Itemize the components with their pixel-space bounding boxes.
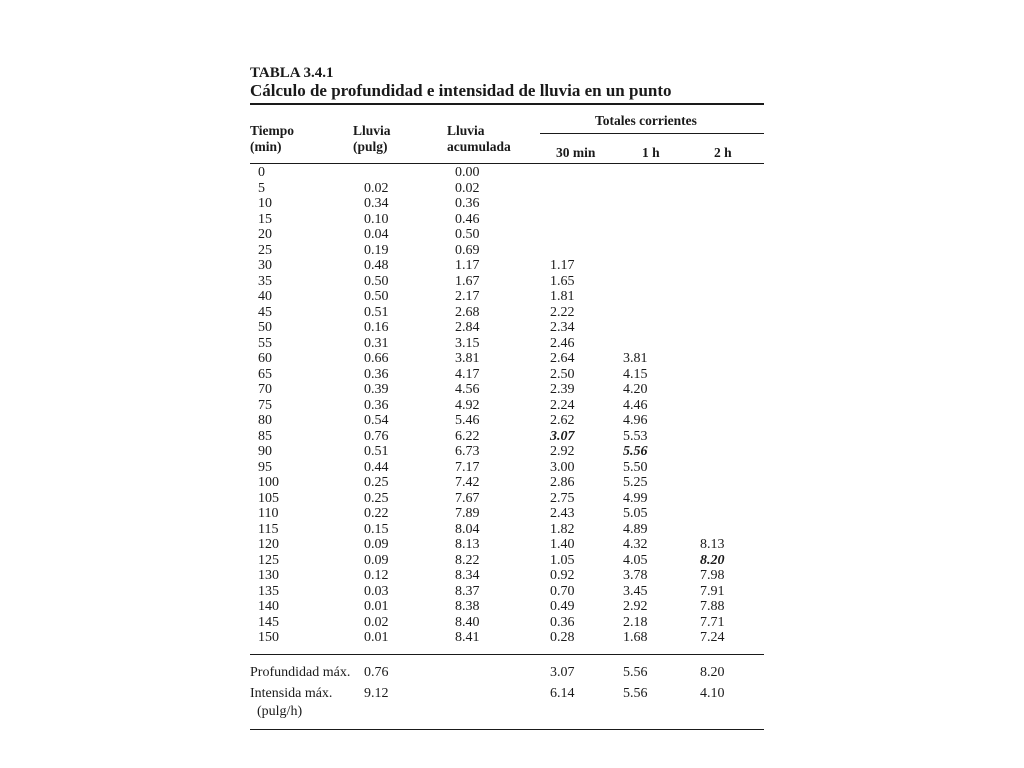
header-2h: 2 h xyxy=(714,145,732,160)
cell-30min: 1.05 xyxy=(550,552,575,568)
cell-time: 90 xyxy=(258,444,272,459)
cell-rain: 0.36 xyxy=(364,366,389,382)
cell-1h: 4.99 xyxy=(623,490,648,506)
cell-cumulative: 6.22 xyxy=(455,428,480,444)
cell-rain: 0.50 xyxy=(364,273,389,289)
header-1h: 1 h xyxy=(642,145,660,160)
cell-cumulative: 1.17 xyxy=(455,258,480,273)
cell-cumulative: 0.00 xyxy=(455,165,480,180)
max-intensity-label: Intensida máx. xyxy=(250,686,333,701)
cell-1h: 5.25 xyxy=(623,475,648,490)
cell-1h: 4.89 xyxy=(623,521,648,537)
cell-cumulative: 8.41 xyxy=(455,630,480,645)
cell-time: 135 xyxy=(258,583,279,599)
max-intensity-unit: (pulg/h) xyxy=(257,704,303,719)
cell-2h: 7.98 xyxy=(700,568,725,583)
table-label: TABLA 3.4.1 xyxy=(250,65,334,81)
cell-1h: 2.18 xyxy=(623,614,648,630)
cell-time: 70 xyxy=(258,382,272,397)
header-bottom-rule xyxy=(250,163,764,164)
cell-rain: 0.76 xyxy=(364,428,389,444)
cell-time: 80 xyxy=(258,413,272,428)
cell-rain: 0.04 xyxy=(364,227,389,242)
cell-cumulative: 4.17 xyxy=(455,366,480,382)
cell-30min: 2.50 xyxy=(550,366,575,382)
cell-time: 130 xyxy=(258,568,279,583)
table-title: Cálculo de profundidad e intensidad de lluvia en un punto xyxy=(250,81,672,100)
cell-30min: 0.28 xyxy=(550,630,575,645)
top-rule xyxy=(250,103,764,105)
cell-cumulative: 4.92 xyxy=(455,397,480,413)
max-depth-rain: 0.76 xyxy=(364,665,389,680)
cell-time: 15 xyxy=(258,211,272,227)
cell-cumulative: 8.40 xyxy=(455,614,480,630)
cell-30min: 1.65 xyxy=(550,273,575,289)
cell-2h: 8.13 xyxy=(700,537,725,552)
cell-30min: 0.36 xyxy=(550,614,575,630)
cell-time: 125 xyxy=(258,552,279,568)
cell-cumulative: 0.02 xyxy=(455,180,480,196)
cell-rain: 0.34 xyxy=(364,196,389,211)
cell-1h: 3.78 xyxy=(623,568,648,583)
cell-rain: 0.09 xyxy=(364,537,389,552)
cell-cumulative: 0.36 xyxy=(455,196,480,211)
cell-cumulative: 4.56 xyxy=(455,382,480,397)
cell-cumulative: 8.13 xyxy=(455,537,480,552)
cell-time: 100 xyxy=(258,475,279,490)
cell-time: 35 xyxy=(258,273,272,289)
cell-time: 115 xyxy=(258,521,279,537)
cell-cumulative: 8.22 xyxy=(455,552,480,568)
cell-1h: 5.05 xyxy=(623,506,648,521)
cell-rain: 0.02 xyxy=(364,614,389,630)
cell-time: 5 xyxy=(258,180,265,196)
cell-cumulative: 0.69 xyxy=(455,242,480,258)
cell-time: 65 xyxy=(258,366,272,382)
cell-rain: 0.51 xyxy=(364,444,389,459)
cell-time: 105 xyxy=(258,490,279,506)
cell-time: 30 xyxy=(258,258,272,273)
cell-1h: 5.53 xyxy=(623,428,648,444)
cell-rain: 0.48 xyxy=(364,258,389,273)
cell-rain: 0.01 xyxy=(364,630,389,645)
max-depth-label: Profundidad máx. xyxy=(250,665,351,680)
cell-30min: 2.75 xyxy=(550,490,575,506)
cell-rain: 0.01 xyxy=(364,599,389,614)
cell-cumulative: 7.67 xyxy=(455,490,480,506)
cell-cumulative: 2.84 xyxy=(455,320,480,335)
cell-rain: 0.36 xyxy=(364,397,389,413)
cell-time: 110 xyxy=(258,506,279,521)
header-rain-line1: Lluvia xyxy=(353,123,391,138)
max-intensity-1h: 5.56 xyxy=(623,686,648,701)
cell-cumulative: 0.46 xyxy=(455,211,480,227)
cell-cumulative: 3.15 xyxy=(455,335,480,351)
cell-cumulative: 8.34 xyxy=(455,568,480,583)
cell-30min: 1.40 xyxy=(550,537,575,552)
cell-30min: 2.64 xyxy=(550,351,575,366)
cell-30min: 3.00 xyxy=(550,459,575,475)
cell-time: 150 xyxy=(258,630,279,645)
cell-1h: 3.45 xyxy=(623,583,648,599)
cell-1h: 2.92 xyxy=(623,599,648,614)
cell-1h: 4.32 xyxy=(623,537,648,552)
header-rain-line2: (pulg) xyxy=(353,139,388,154)
cell-rain: 0.09 xyxy=(364,552,389,568)
cell-30min: 0.92 xyxy=(550,568,575,583)
cell-2h: 7.88 xyxy=(700,599,725,614)
cell-rain: 0.10 xyxy=(364,211,389,227)
cell-cumulative: 7.89 xyxy=(455,506,480,521)
cell-time: 40 xyxy=(258,289,272,304)
cell-cumulative: 3.81 xyxy=(455,351,480,366)
cell-time: 20 xyxy=(258,227,272,242)
cell-rain: 0.25 xyxy=(364,490,389,506)
cell-cumulative: 1.67 xyxy=(455,273,480,289)
cell-time: 60 xyxy=(258,351,272,366)
cell-rain: 0.19 xyxy=(364,242,389,258)
cell-cumulative: 2.68 xyxy=(455,304,480,320)
cell-cumulative: 5.46 xyxy=(455,413,480,428)
cell-30min: 1.81 xyxy=(550,289,575,304)
cell-rain: 0.12 xyxy=(364,568,389,583)
cell-rain: 0.03 xyxy=(364,583,389,599)
cell-rain: 0.66 xyxy=(364,351,389,366)
max-intensity-30min: 6.14 xyxy=(550,686,575,701)
cell-time: 75 xyxy=(258,397,272,413)
max-intensity-2h: 4.10 xyxy=(700,686,725,701)
cell-rain: 0.39 xyxy=(364,382,389,397)
cell-30min: 2.86 xyxy=(550,475,575,490)
cell-rain: 0.02 xyxy=(364,180,389,196)
cell-30min: 2.92 xyxy=(550,444,575,459)
cell-30min: 2.24 xyxy=(550,397,575,413)
header-30min: 30 min xyxy=(556,145,596,160)
cell-time: 140 xyxy=(258,599,279,614)
cell-time: 120 xyxy=(258,537,279,552)
header-running-totals: Totales corrientes xyxy=(595,113,697,128)
cell-rain: 0.16 xyxy=(364,320,389,335)
cell-30min: 2.43 xyxy=(550,506,575,521)
cell-1h: 5.56 xyxy=(623,444,648,459)
cell-cumulative: 8.38 xyxy=(455,599,480,614)
cell-30min: 0.49 xyxy=(550,599,575,614)
cell-rain: 0.51 xyxy=(364,304,389,320)
cell-time: 10 xyxy=(258,196,272,211)
cell-rain: 0.22 xyxy=(364,506,389,521)
cell-time: 50 xyxy=(258,320,272,335)
max-depth-30min: 3.07 xyxy=(550,665,575,680)
cell-rain: 0.25 xyxy=(364,475,389,490)
cell-30min: 2.46 xyxy=(550,335,575,351)
max-depth-1h: 5.56 xyxy=(623,665,648,680)
cell-1h: 4.46 xyxy=(623,397,648,413)
cell-cumulative: 7.42 xyxy=(455,475,480,490)
cell-30min: 2.62 xyxy=(550,413,575,428)
cell-rain: 0.54 xyxy=(364,413,389,428)
summary-top-rule xyxy=(250,654,764,655)
cell-1h: 4.15 xyxy=(623,366,648,382)
cell-30min: 2.39 xyxy=(550,382,575,397)
cell-cumulative: 8.37 xyxy=(455,583,480,599)
cell-cumulative: 8.04 xyxy=(455,521,480,537)
cell-time: 25 xyxy=(258,242,272,258)
cell-30min: 1.82 xyxy=(550,521,575,537)
cell-2h: 7.24 xyxy=(700,630,725,645)
cell-rain: 0.31 xyxy=(364,335,389,351)
cell-time: 55 xyxy=(258,335,272,351)
bottom-rule xyxy=(250,729,764,730)
cell-1h: 1.68 xyxy=(623,630,648,645)
cell-cumulative: 6.73 xyxy=(455,444,480,459)
cell-30min: 3.07 xyxy=(550,428,575,444)
cell-1h: 5.50 xyxy=(623,459,648,475)
cell-time: 0 xyxy=(258,165,265,180)
header-time-line2: (min) xyxy=(250,139,282,154)
cell-30min: 2.22 xyxy=(550,304,575,320)
header-time-line1: Tiempo xyxy=(250,123,295,138)
cell-1h: 3.81 xyxy=(623,351,648,366)
running-totals-rule xyxy=(540,133,764,134)
header-cumulative-line2: acumulada xyxy=(447,139,511,154)
cell-cumulative: 7.17 xyxy=(455,459,480,475)
cell-rain: 0.50 xyxy=(364,289,389,304)
cell-1h: 4.20 xyxy=(623,382,648,397)
max-depth-2h: 8.20 xyxy=(700,665,725,680)
cell-time: 95 xyxy=(258,459,272,475)
cell-rain: 0.44 xyxy=(364,459,389,475)
cell-30min: 0.70 xyxy=(550,583,575,599)
max-intensity-rain: 9.12 xyxy=(364,686,389,701)
cell-2h: 7.71 xyxy=(700,614,725,630)
cell-cumulative: 2.17 xyxy=(455,289,480,304)
cell-2h: 8.20 xyxy=(700,552,725,568)
cell-rain: 0.15 xyxy=(364,521,389,537)
header-cumulative-line1: Lluvia xyxy=(447,123,485,138)
cell-30min: 1.17 xyxy=(550,258,575,273)
cell-1h: 4.05 xyxy=(623,552,648,568)
cell-cumulative: 0.50 xyxy=(455,227,480,242)
cell-time: 45 xyxy=(258,304,272,320)
cell-30min: 2.34 xyxy=(550,320,575,335)
cell-2h: 7.91 xyxy=(700,583,725,599)
cell-time: 85 xyxy=(258,428,272,444)
cell-1h: 4.96 xyxy=(623,413,648,428)
cell-time: 145 xyxy=(258,614,279,630)
